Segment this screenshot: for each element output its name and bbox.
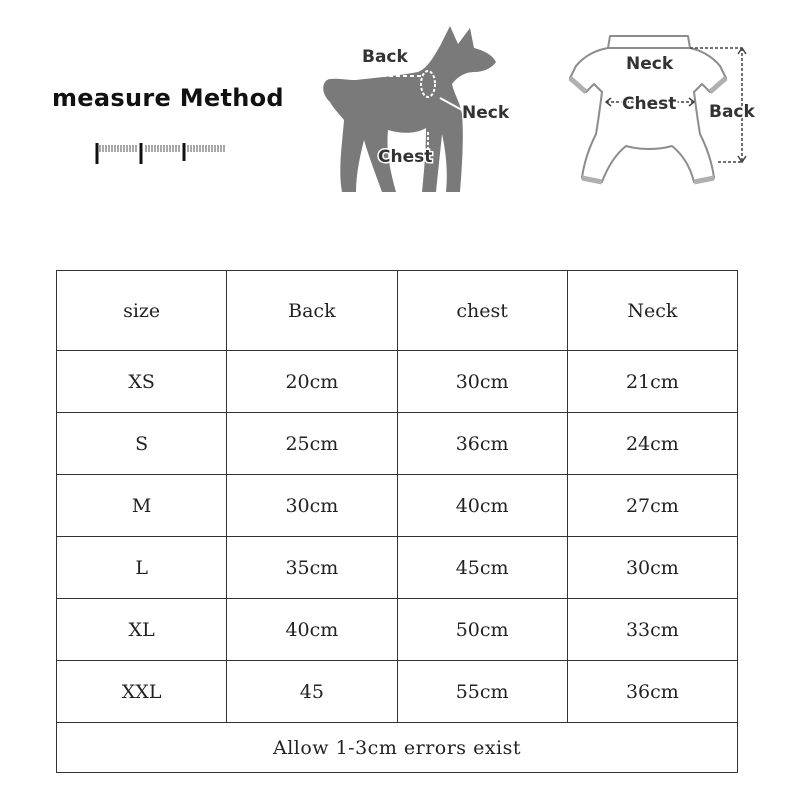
table-row <box>57 413 738 475</box>
dog-silhouette-icon <box>316 22 526 198</box>
ruler-icon <box>94 140 228 166</box>
cell-chest: 50cm <box>397 599 567 661</box>
table-row <box>57 599 738 661</box>
cell-back: 30cm <box>227 475 397 537</box>
table-header-row <box>57 271 738 351</box>
table-footer-row <box>57 723 738 773</box>
cell-neck: 24cm <box>567 413 737 475</box>
cell-size: S <box>57 413 227 475</box>
cell-size: M <box>57 475 227 537</box>
table-row <box>57 537 738 599</box>
cell-size: XS <box>57 351 227 413</box>
garment-neck-label: Neck <box>626 54 674 74</box>
cell-back: 25cm <box>227 413 397 475</box>
header-back: Back <box>227 271 397 351</box>
cell-neck: 27cm <box>567 475 737 537</box>
cell-chest: 30cm <box>397 351 567 413</box>
header-chest: chest <box>397 271 567 351</box>
table-row <box>57 661 738 723</box>
dog-jumpsuit-icon <box>566 26 756 196</box>
dog-chest-label: Chest <box>378 147 433 167</box>
cell-size: XL <box>57 599 227 661</box>
cell-chest: 55cm <box>397 661 567 723</box>
cell-neck: 36cm <box>567 661 737 723</box>
cell-back: 35cm <box>227 537 397 599</box>
header-neck: Neck <box>567 271 737 351</box>
dog-back-label: Back <box>362 47 408 67</box>
dog-neck-label: Neck <box>462 103 510 123</box>
cell-chest: 36cm <box>397 413 567 475</box>
cell-chest: 40cm <box>397 475 567 537</box>
cell-neck: 30cm <box>567 537 737 599</box>
table-row <box>57 351 738 413</box>
garment-back-label: Back <box>709 102 755 122</box>
tolerance-note: Allow 1-3cm errors exist <box>57 723 738 773</box>
cell-back: 20cm <box>227 351 397 413</box>
cell-neck: 21cm <box>567 351 737 413</box>
table-row <box>57 475 738 537</box>
cell-neck: 33cm <box>567 599 737 661</box>
measure-method-title: measure Method <box>52 84 284 112</box>
header-size: size <box>57 271 227 351</box>
cell-back: 45 <box>227 661 397 723</box>
cell-size: XXL <box>57 661 227 723</box>
cell-chest: 45cm <box>397 537 567 599</box>
garment-chest-label: Chest <box>622 94 677 114</box>
cell-back: 40cm <box>227 599 397 661</box>
cell-size: L <box>57 537 227 599</box>
size-chart-table <box>56 270 738 773</box>
